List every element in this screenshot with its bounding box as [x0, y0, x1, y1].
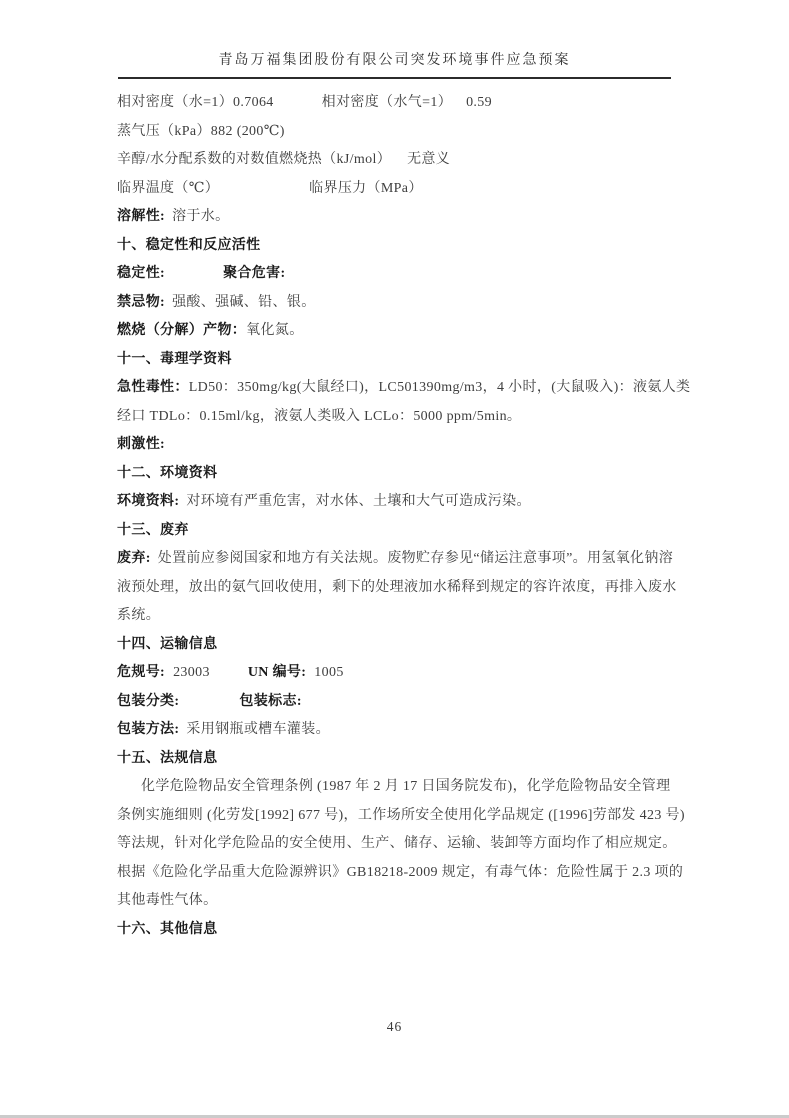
text-line-25	[117, 773, 675, 802]
label-text: 十五、法规信息	[117, 750, 218, 766]
text-line-13	[117, 431, 675, 460]
value-text: 系统。	[117, 608, 161, 623]
text-line-7	[117, 260, 675, 289]
label-text: 废弃:	[117, 551, 151, 566]
value-text: 其他毒性气体。	[117, 893, 218, 908]
label-text: 环境资料:	[117, 494, 180, 509]
label-text: 包装方法:	[117, 722, 180, 737]
text-line-16	[117, 517, 675, 546]
value-text: 辛醇/水分配系数的对数值燃烧热（kJ/mol）	[117, 152, 392, 167]
text-line-8	[117, 289, 675, 318]
value-text: 1005	[314, 665, 344, 680]
text-line-29	[117, 887, 675, 916]
value-text: 0.59	[466, 95, 492, 110]
value-text: 强酸、强碱、铅、银。	[172, 294, 316, 310]
value-text: 蒸气压（kPa）882 (200℃)	[117, 123, 285, 139]
label-text: 包装标志:	[239, 693, 302, 709]
text-line-9	[117, 317, 675, 346]
text-line-15	[117, 488, 675, 517]
value-text: 条例实施细则 (化劳发[1992] 677 号)，工作场所安全使用化学品规定 ([1996]劳部发 423 号)	[117, 807, 685, 823]
label-text: 十六、其他信息	[117, 921, 218, 937]
text-line-20	[117, 631, 675, 660]
text-line-2	[117, 118, 675, 147]
page-footer	[0, 1019, 789, 1035]
label-text: 十四、运输信息	[117, 636, 218, 652]
value-text: 临界压力（MPa）	[309, 180, 423, 196]
page-number: 46	[386, 1019, 403, 1034]
value-text: 临界温度（℃）	[117, 180, 220, 196]
label-text: 十、稳定性和反应活性	[117, 237, 261, 253]
text-line-6	[117, 232, 675, 261]
text-line-27	[117, 830, 675, 859]
value-text: 根据《危险化学品重大危险源辨识》GB18218-2009 规定，有毒气体：危险性属于 2.3 项的	[117, 864, 684, 880]
text-line-30	[117, 916, 675, 945]
text-line-21	[117, 659, 675, 688]
value-text: 采用钢瓶或槽车灌装。	[186, 722, 330, 737]
label-text: 刺激性:	[117, 437, 166, 452]
label-text: 急性毒性：	[117, 380, 189, 395]
value-text: 23003	[173, 665, 210, 680]
text-line-28	[117, 859, 684, 888]
label-text: UN 编号:	[247, 665, 307, 680]
text-line-5	[117, 203, 675, 232]
value-text: 处置前应参阅国家和地方有关法规。废物贮存参见“储运注意事项”。用氢氧化钠溶	[157, 551, 674, 566]
page-header	[118, 0, 671, 79]
value-text: 经口 TDLo：0.15ml/kg，液氨人类吸入 LCLo：5000 ppm/5min。	[117, 408, 522, 424]
text-line-4	[117, 175, 675, 204]
text-line-10	[117, 346, 675, 375]
value-text: 对环境有严重危害，对水体、土壤和大气可造成污染。	[186, 494, 531, 509]
label-text: 聚合危害:	[223, 266, 286, 281]
value-text: 液预处理，放出的氨气回收使用，剩下的处理液加水稀释到规定的容许浓度，再排入废水	[117, 579, 677, 595]
document-body	[117, 89, 691, 944]
label-text: 十一、毒理学资料	[117, 351, 232, 367]
text-line-3	[117, 146, 675, 175]
text-line-12	[117, 403, 675, 432]
label-text: 十三、废弃	[117, 522, 189, 538]
value-text: 无意义	[407, 152, 451, 167]
text-line-22	[117, 688, 675, 717]
value-text: LD50：350mg/kg(大鼠经口)，LC501390mg/m3，4 小时，(大鼠吸入)：液氨人类	[188, 380, 691, 395]
text-line-23	[117, 716, 675, 745]
text-line-26	[117, 802, 685, 831]
value-text: 化学危险物品安全管理条例 (1987 年 2 月 17 日国务院发布)，化学危险物品安全管理	[141, 779, 671, 794]
value-text: 等法规，针对化学危险品的安全使用、生产、储存、运输、装卸等方面均作了相应规定。	[117, 836, 677, 851]
label-text: 十二、环境资料	[117, 465, 218, 481]
label-text: 稳定性:	[117, 266, 166, 281]
label-text: 溶解性:	[117, 209, 166, 224]
text-line-1	[117, 89, 675, 118]
text-line-24	[117, 745, 675, 774]
label-text: 包装分类:	[117, 693, 180, 709]
text-line-17	[117, 545, 675, 574]
label-text: 禁忌物:	[117, 294, 166, 310]
value-text: 氧化氮。	[246, 323, 304, 338]
value-text: 溶于水。	[172, 209, 230, 224]
text-line-18	[117, 574, 675, 603]
value-text: 相对密度（水气=1）	[321, 95, 453, 110]
label-text: 危规号:	[117, 665, 166, 680]
text-line-14	[117, 460, 675, 489]
text-line-11	[117, 374, 691, 403]
text-line-19	[117, 602, 675, 631]
header-title: 青岛万福集团股份有限公司突发环境事件应急预案	[118, 0, 671, 79]
value-text: 相对密度（水=1）0.7064	[117, 95, 274, 110]
label-text: 燃烧（分解）产物：	[117, 323, 247, 338]
